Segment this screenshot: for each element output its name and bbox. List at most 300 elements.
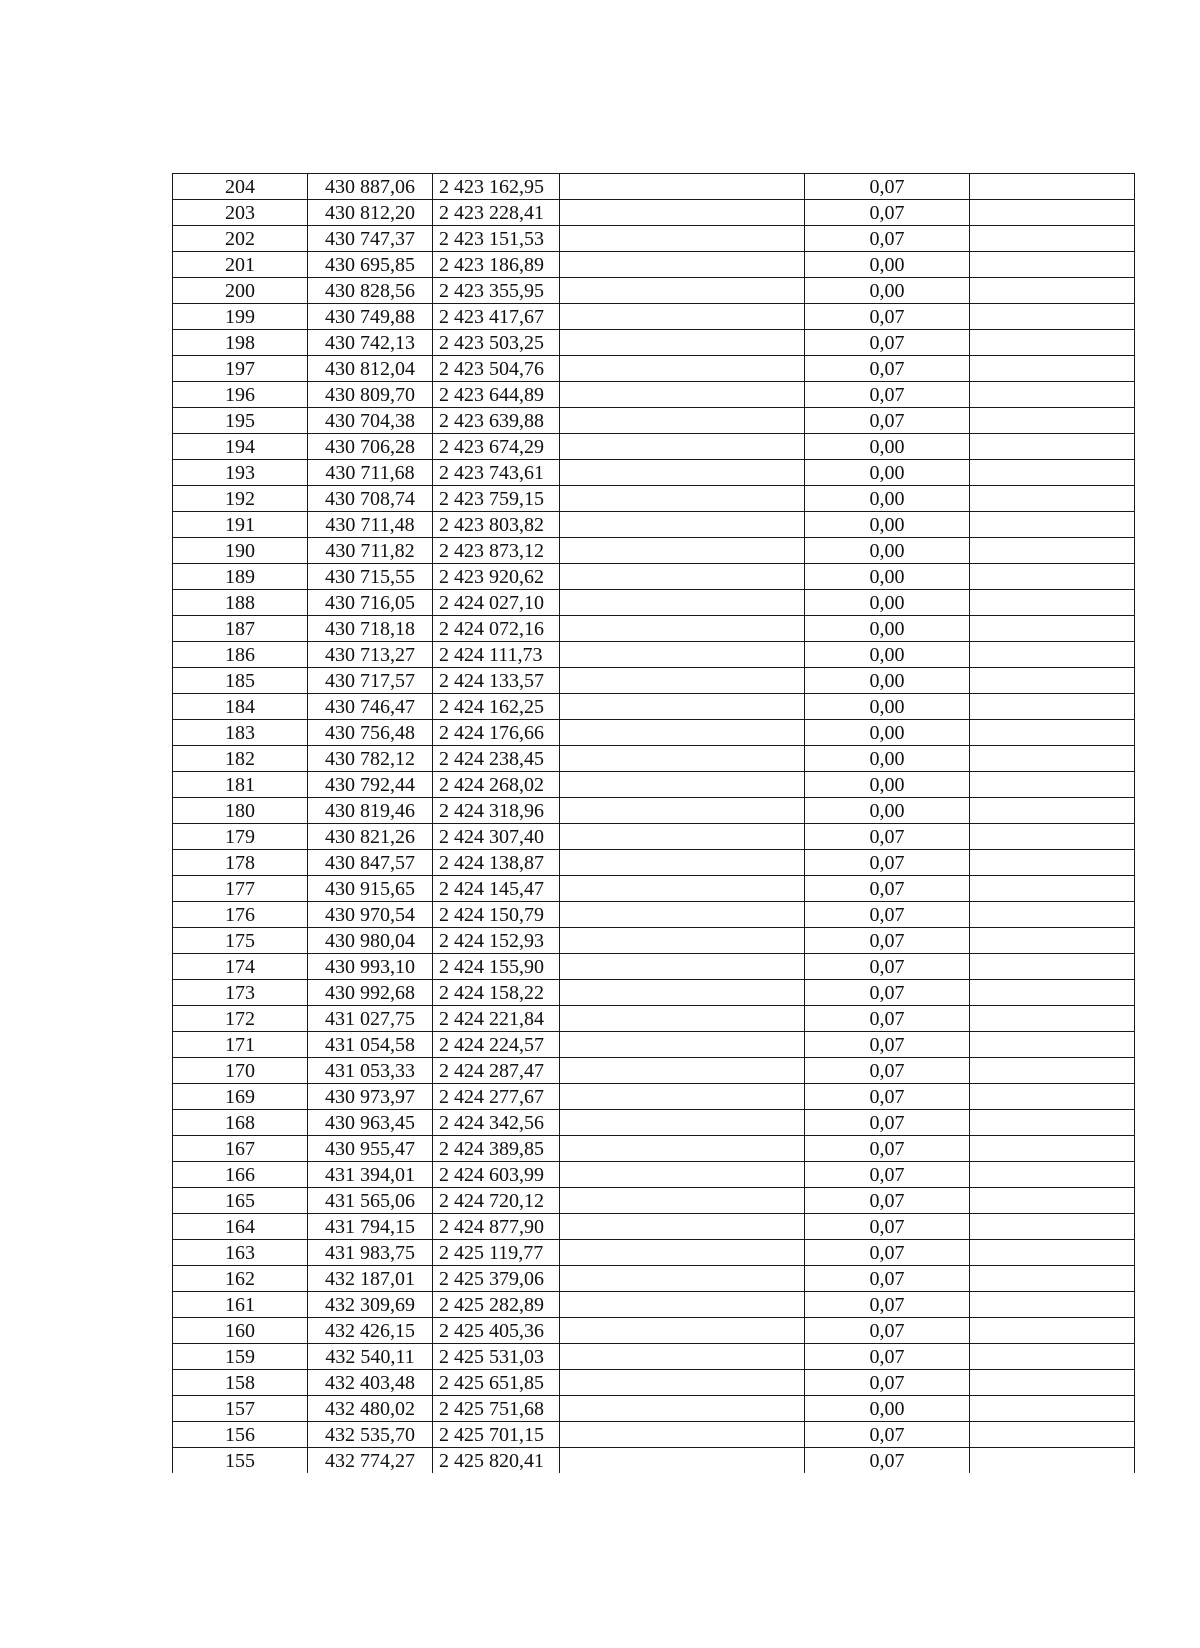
- empty-cell: [970, 564, 1135, 590]
- x-coordinate-cell: 430 717,57: [308, 668, 433, 694]
- empty-cell: [560, 1422, 805, 1448]
- point-number-cell: 166: [173, 1162, 308, 1188]
- y-coordinate-cell: 2 423 228,41: [433, 200, 560, 226]
- error-value-cell: 0,07: [805, 408, 970, 434]
- error-value-cell: 0,07: [805, 1214, 970, 1240]
- empty-cell: [560, 616, 805, 642]
- y-coordinate-cell: 2 424 389,85: [433, 1136, 560, 1162]
- error-value-cell: 0,00: [805, 434, 970, 460]
- error-value-cell: 0,07: [805, 824, 970, 850]
- empty-cell: [970, 1188, 1135, 1214]
- y-coordinate-cell: 2 423 743,61: [433, 460, 560, 486]
- x-coordinate-cell: 430 915,65: [308, 876, 433, 902]
- point-number-cell: 175: [173, 928, 308, 954]
- table-row: [173, 824, 1135, 850]
- table-row: [173, 928, 1135, 954]
- y-coordinate-cell: 2 424 287,47: [433, 1058, 560, 1084]
- table-row: [173, 1110, 1135, 1136]
- point-number-cell: 160: [173, 1318, 308, 1344]
- empty-cell: [970, 434, 1135, 460]
- error-value-cell: 0,07: [805, 850, 970, 876]
- table-row: [173, 720, 1135, 746]
- x-coordinate-cell: 430 747,37: [308, 226, 433, 252]
- point-number-cell: 181: [173, 772, 308, 798]
- empty-cell: [970, 616, 1135, 642]
- y-coordinate-cell: 2 424 318,96: [433, 798, 560, 824]
- empty-cell: [560, 746, 805, 772]
- error-value-cell: 0,00: [805, 252, 970, 278]
- empty-cell: [560, 824, 805, 850]
- table-row: [173, 1006, 1135, 1032]
- y-coordinate-cell: 2 423 759,15: [433, 486, 560, 512]
- empty-cell: [970, 1006, 1135, 1032]
- empty-cell: [560, 642, 805, 668]
- table-row: [173, 876, 1135, 902]
- empty-cell: [560, 356, 805, 382]
- empty-cell: [970, 408, 1135, 434]
- error-value-cell: 0,07: [805, 980, 970, 1006]
- y-coordinate-cell: 2 423 355,95: [433, 278, 560, 304]
- table-row: [173, 668, 1135, 694]
- empty-cell: [560, 1162, 805, 1188]
- x-coordinate-cell: 430 963,45: [308, 1110, 433, 1136]
- empty-cell: [560, 902, 805, 928]
- error-value-cell: 0,07: [805, 1240, 970, 1266]
- x-coordinate-cell: 431 053,33: [308, 1058, 433, 1084]
- empty-cell: [560, 928, 805, 954]
- table-row: [173, 694, 1135, 720]
- empty-cell: [970, 1266, 1135, 1292]
- empty-cell: [970, 1448, 1135, 1474]
- table-row: [173, 564, 1135, 590]
- error-value-cell: 0,07: [805, 954, 970, 980]
- empty-cell: [970, 1396, 1135, 1422]
- y-coordinate-cell: 2 424 158,22: [433, 980, 560, 1006]
- y-coordinate-cell: 2 423 873,12: [433, 538, 560, 564]
- point-number-cell: 197: [173, 356, 308, 382]
- x-coordinate-cell: 430 847,57: [308, 850, 433, 876]
- error-value-cell: 0,00: [805, 616, 970, 642]
- x-coordinate-cell: 430 749,88: [308, 304, 433, 330]
- empty-cell: [560, 1370, 805, 1396]
- error-value-cell: 0,07: [805, 304, 970, 330]
- table-row: [173, 616, 1135, 642]
- y-coordinate-cell: 2 424 133,57: [433, 668, 560, 694]
- error-value-cell: 0,07: [805, 1266, 970, 1292]
- table-row: [173, 1240, 1135, 1266]
- empty-cell: [560, 720, 805, 746]
- table-row: [173, 304, 1135, 330]
- table-row: [173, 330, 1135, 356]
- x-coordinate-cell: 431 394,01: [308, 1162, 433, 1188]
- y-coordinate-cell: 2 424 152,93: [433, 928, 560, 954]
- error-value-cell: 0,00: [805, 746, 970, 772]
- x-coordinate-cell: 430 713,27: [308, 642, 433, 668]
- error-value-cell: 0,07: [805, 1162, 970, 1188]
- empty-cell: [970, 746, 1135, 772]
- x-coordinate-cell: 430 819,46: [308, 798, 433, 824]
- error-value-cell: 0,00: [805, 486, 970, 512]
- y-coordinate-cell: 2 425 119,77: [433, 1240, 560, 1266]
- x-coordinate-cell: 432 426,15: [308, 1318, 433, 1344]
- point-number-cell: 192: [173, 486, 308, 512]
- empty-cell: [970, 1214, 1135, 1240]
- empty-cell: [560, 668, 805, 694]
- table-row: [173, 460, 1135, 486]
- point-number-cell: 157: [173, 1396, 308, 1422]
- x-coordinate-cell: 432 403,48: [308, 1370, 433, 1396]
- empty-cell: [560, 798, 805, 824]
- point-number-cell: 163: [173, 1240, 308, 1266]
- x-coordinate-cell: 431 054,58: [308, 1032, 433, 1058]
- table-row: [173, 980, 1135, 1006]
- x-coordinate-cell: 430 821,26: [308, 824, 433, 850]
- error-value-cell: 0,07: [805, 1058, 970, 1084]
- y-coordinate-cell: 2 423 803,82: [433, 512, 560, 538]
- table-row: [173, 226, 1135, 252]
- empty-cell: [560, 330, 805, 356]
- error-value-cell: 0,00: [805, 590, 970, 616]
- empty-cell: [970, 954, 1135, 980]
- point-number-cell: 196: [173, 382, 308, 408]
- empty-cell: [970, 1032, 1135, 1058]
- point-number-cell: 161: [173, 1292, 308, 1318]
- point-number-cell: 183: [173, 720, 308, 746]
- empty-cell: [970, 928, 1135, 954]
- empty-cell: [970, 902, 1135, 928]
- empty-cell: [970, 720, 1135, 746]
- error-value-cell: 0,07: [805, 1032, 970, 1058]
- error-value-cell: 0,07: [805, 1084, 970, 1110]
- point-number-cell: 171: [173, 1032, 308, 1058]
- x-coordinate-cell: 431 794,15: [308, 1214, 433, 1240]
- point-number-cell: 194: [173, 434, 308, 460]
- point-number-cell: 199: [173, 304, 308, 330]
- table-row: [173, 1448, 1135, 1474]
- point-number-cell: 167: [173, 1136, 308, 1162]
- empty-cell: [970, 252, 1135, 278]
- empty-cell: [970, 330, 1135, 356]
- empty-cell: [970, 1110, 1135, 1136]
- empty-cell: [560, 1318, 805, 1344]
- empty-cell: [970, 278, 1135, 304]
- y-coordinate-cell: 2 425 701,15: [433, 1422, 560, 1448]
- x-coordinate-cell: 430 704,38: [308, 408, 433, 434]
- y-coordinate-cell: 2 423 503,25: [433, 330, 560, 356]
- table-row: [173, 642, 1135, 668]
- y-coordinate-cell: 2 423 504,76: [433, 356, 560, 382]
- empty-cell: [970, 226, 1135, 252]
- x-coordinate-cell: 430 711,68: [308, 460, 433, 486]
- y-coordinate-cell: 2 425 531,03: [433, 1344, 560, 1370]
- point-number-cell: 165: [173, 1188, 308, 1214]
- point-number-cell: 180: [173, 798, 308, 824]
- table-row: [173, 1318, 1135, 1344]
- x-coordinate-cell: 430 711,82: [308, 538, 433, 564]
- empty-cell: [560, 1266, 805, 1292]
- empty-cell: [970, 538, 1135, 564]
- point-number-cell: 174: [173, 954, 308, 980]
- table-row: [173, 772, 1135, 798]
- y-coordinate-cell: 2 424 072,16: [433, 616, 560, 642]
- point-number-cell: 158: [173, 1370, 308, 1396]
- table-row: [173, 486, 1135, 512]
- empty-cell: [970, 1240, 1135, 1266]
- empty-cell: [970, 1344, 1135, 1370]
- point-number-cell: 169: [173, 1084, 308, 1110]
- x-coordinate-cell: 430 706,28: [308, 434, 433, 460]
- empty-cell: [560, 1188, 805, 1214]
- y-coordinate-cell: 2 425 405,36: [433, 1318, 560, 1344]
- empty-cell: [970, 1370, 1135, 1396]
- point-number-cell: 204: [173, 174, 308, 200]
- table-row: [173, 356, 1135, 382]
- point-number-cell: 201: [173, 252, 308, 278]
- empty-cell: [560, 200, 805, 226]
- empty-cell: [560, 1214, 805, 1240]
- x-coordinate-cell: 430 711,48: [308, 512, 433, 538]
- table-row: [173, 512, 1135, 538]
- point-number-cell: 168: [173, 1110, 308, 1136]
- empty-cell: [970, 694, 1135, 720]
- empty-cell: [970, 668, 1135, 694]
- error-value-cell: 0,00: [805, 798, 970, 824]
- error-value-cell: 0,00: [805, 720, 970, 746]
- x-coordinate-cell: 431 027,75: [308, 1006, 433, 1032]
- x-coordinate-cell: 430 809,70: [308, 382, 433, 408]
- table-row: [173, 1292, 1135, 1318]
- table-row: [173, 1032, 1135, 1058]
- y-coordinate-cell: 2 423 639,88: [433, 408, 560, 434]
- point-number-cell: 185: [173, 668, 308, 694]
- y-coordinate-cell: 2 424 162,25: [433, 694, 560, 720]
- x-coordinate-cell: 432 540,11: [308, 1344, 433, 1370]
- error-value-cell: 0,07: [805, 1448, 970, 1474]
- y-coordinate-cell: 2 423 186,89: [433, 252, 560, 278]
- empty-cell: [970, 486, 1135, 512]
- empty-cell: [560, 1006, 805, 1032]
- error-value-cell: 0,00: [805, 694, 970, 720]
- error-value-cell: 0,07: [805, 226, 970, 252]
- empty-cell: [970, 1162, 1135, 1188]
- y-coordinate-cell: 2 425 820,41: [433, 1448, 560, 1474]
- empty-cell: [560, 382, 805, 408]
- y-coordinate-cell: 2 424 603,99: [433, 1162, 560, 1188]
- x-coordinate-cell: 430 887,06: [308, 174, 433, 200]
- error-value-cell: 0,07: [805, 1422, 970, 1448]
- x-coordinate-cell: 430 970,54: [308, 902, 433, 928]
- error-value-cell: 0,07: [805, 902, 970, 928]
- x-coordinate-cell: 432 480,02: [308, 1396, 433, 1422]
- y-coordinate-cell: 2 424 155,90: [433, 954, 560, 980]
- table-row: [173, 746, 1135, 772]
- y-coordinate-cell: 2 424 176,66: [433, 720, 560, 746]
- y-coordinate-cell: 2 424 342,56: [433, 1110, 560, 1136]
- empty-cell: [970, 980, 1135, 1006]
- x-coordinate-cell: 430 812,20: [308, 200, 433, 226]
- y-coordinate-cell: 2 424 238,45: [433, 746, 560, 772]
- point-number-cell: 189: [173, 564, 308, 590]
- point-number-cell: 188: [173, 590, 308, 616]
- point-number-cell: 198: [173, 330, 308, 356]
- empty-cell: [970, 824, 1135, 850]
- y-coordinate-cell: 2 423 674,29: [433, 434, 560, 460]
- x-coordinate-cell: 430 695,85: [308, 252, 433, 278]
- point-number-cell: 200: [173, 278, 308, 304]
- table-row: [173, 174, 1135, 200]
- error-value-cell: 0,07: [805, 1292, 970, 1318]
- table-row: [173, 1396, 1135, 1422]
- empty-cell: [560, 538, 805, 564]
- error-value-cell: 0,00: [805, 512, 970, 538]
- point-number-cell: 184: [173, 694, 308, 720]
- y-coordinate-cell: 2 424 221,84: [433, 1006, 560, 1032]
- x-coordinate-cell: 430 782,12: [308, 746, 433, 772]
- point-number-cell: 182: [173, 746, 308, 772]
- y-coordinate-cell: 2 424 111,73: [433, 642, 560, 668]
- empty-cell: [560, 1110, 805, 1136]
- empty-cell: [970, 772, 1135, 798]
- empty-cell: [560, 408, 805, 434]
- empty-cell: [560, 772, 805, 798]
- x-coordinate-cell: 430 955,47: [308, 1136, 433, 1162]
- table-row: [173, 278, 1135, 304]
- y-coordinate-cell: 2 423 920,62: [433, 564, 560, 590]
- empty-cell: [970, 1084, 1135, 1110]
- empty-cell: [970, 1292, 1135, 1318]
- error-value-cell: 0,07: [805, 1318, 970, 1344]
- x-coordinate-cell: 430 718,18: [308, 616, 433, 642]
- table-row: [173, 954, 1135, 980]
- y-coordinate-cell: 2 425 282,89: [433, 1292, 560, 1318]
- error-value-cell: 0,07: [805, 356, 970, 382]
- empty-cell: [970, 642, 1135, 668]
- x-coordinate-cell: 430 812,04: [308, 356, 433, 382]
- x-coordinate-cell: 432 535,70: [308, 1422, 433, 1448]
- error-value-cell: 0,07: [805, 382, 970, 408]
- x-coordinate-cell: 430 993,10: [308, 954, 433, 980]
- table-row: [173, 434, 1135, 460]
- y-coordinate-cell: 2 424 268,02: [433, 772, 560, 798]
- empty-cell: [560, 460, 805, 486]
- table-row: [173, 1058, 1135, 1084]
- coordinates-table: [172, 173, 1135, 1473]
- point-number-cell: 193: [173, 460, 308, 486]
- y-coordinate-cell: 2 424 720,12: [433, 1188, 560, 1214]
- point-number-cell: 187: [173, 616, 308, 642]
- x-coordinate-cell: 432 187,01: [308, 1266, 433, 1292]
- empty-cell: [970, 460, 1135, 486]
- empty-cell: [970, 1136, 1135, 1162]
- y-coordinate-cell: 2 423 162,95: [433, 174, 560, 200]
- point-number-cell: 170: [173, 1058, 308, 1084]
- x-coordinate-cell: 430 992,68: [308, 980, 433, 1006]
- x-coordinate-cell: 430 716,05: [308, 590, 433, 616]
- empty-cell: [560, 252, 805, 278]
- empty-cell: [560, 1032, 805, 1058]
- point-number-cell: 195: [173, 408, 308, 434]
- table-row: [173, 1214, 1135, 1240]
- empty-cell: [970, 174, 1135, 200]
- error-value-cell: 0,00: [805, 668, 970, 694]
- empty-cell: [560, 512, 805, 538]
- table-row: [173, 850, 1135, 876]
- table-row: [173, 902, 1135, 928]
- point-number-cell: 191: [173, 512, 308, 538]
- error-value-cell: 0,07: [805, 1006, 970, 1032]
- y-coordinate-cell: 2 424 307,40: [433, 824, 560, 850]
- empty-cell: [560, 564, 805, 590]
- table-row: [173, 408, 1135, 434]
- y-coordinate-cell: 2 424 145,47: [433, 876, 560, 902]
- x-coordinate-cell: 430 828,56: [308, 278, 433, 304]
- error-value-cell: 0,00: [805, 538, 970, 564]
- empty-cell: [970, 850, 1135, 876]
- y-coordinate-cell: 2 424 138,87: [433, 850, 560, 876]
- y-coordinate-cell: 2 425 379,06: [433, 1266, 560, 1292]
- error-value-cell: 0,07: [805, 1370, 970, 1396]
- table-row: [173, 1136, 1135, 1162]
- empty-cell: [560, 174, 805, 200]
- error-value-cell: 0,00: [805, 564, 970, 590]
- empty-cell: [560, 876, 805, 902]
- x-coordinate-cell: 432 309,69: [308, 1292, 433, 1318]
- table-body: [173, 174, 1135, 1474]
- table-row: [173, 1084, 1135, 1110]
- table-row: [173, 798, 1135, 824]
- y-coordinate-cell: 2 424 877,90: [433, 1214, 560, 1240]
- y-coordinate-cell: 2 424 277,67: [433, 1084, 560, 1110]
- point-number-cell: 202: [173, 226, 308, 252]
- empty-cell: [560, 980, 805, 1006]
- empty-cell: [970, 590, 1135, 616]
- point-number-cell: 172: [173, 1006, 308, 1032]
- empty-cell: [970, 876, 1135, 902]
- empty-cell: [970, 356, 1135, 382]
- table-row: [173, 1188, 1135, 1214]
- error-value-cell: 0,07: [805, 1188, 970, 1214]
- point-number-cell: 190: [173, 538, 308, 564]
- table-row: [173, 1162, 1135, 1188]
- table-row: [173, 382, 1135, 408]
- table-row: [173, 1422, 1135, 1448]
- empty-cell: [560, 1136, 805, 1162]
- point-number-cell: 203: [173, 200, 308, 226]
- x-coordinate-cell: 430 973,97: [308, 1084, 433, 1110]
- empty-cell: [970, 798, 1135, 824]
- point-number-cell: 164: [173, 1214, 308, 1240]
- empty-cell: [560, 226, 805, 252]
- empty-cell: [970, 512, 1135, 538]
- x-coordinate-cell: 432 774,27: [308, 1448, 433, 1474]
- empty-cell: [560, 694, 805, 720]
- y-coordinate-cell: 2 423 417,67: [433, 304, 560, 330]
- error-value-cell: 0,00: [805, 460, 970, 486]
- empty-cell: [970, 200, 1135, 226]
- point-number-cell: 177: [173, 876, 308, 902]
- y-coordinate-cell: 2 424 027,10: [433, 590, 560, 616]
- x-coordinate-cell: 430 792,44: [308, 772, 433, 798]
- error-value-cell: 0,07: [805, 200, 970, 226]
- error-value-cell: 0,07: [805, 876, 970, 902]
- point-number-cell: 162: [173, 1266, 308, 1292]
- table-row: [173, 1266, 1135, 1292]
- y-coordinate-cell: 2 423 644,89: [433, 382, 560, 408]
- empty-cell: [560, 1344, 805, 1370]
- table-row: [173, 590, 1135, 616]
- error-value-cell: 0,00: [805, 642, 970, 668]
- empty-cell: [970, 1422, 1135, 1448]
